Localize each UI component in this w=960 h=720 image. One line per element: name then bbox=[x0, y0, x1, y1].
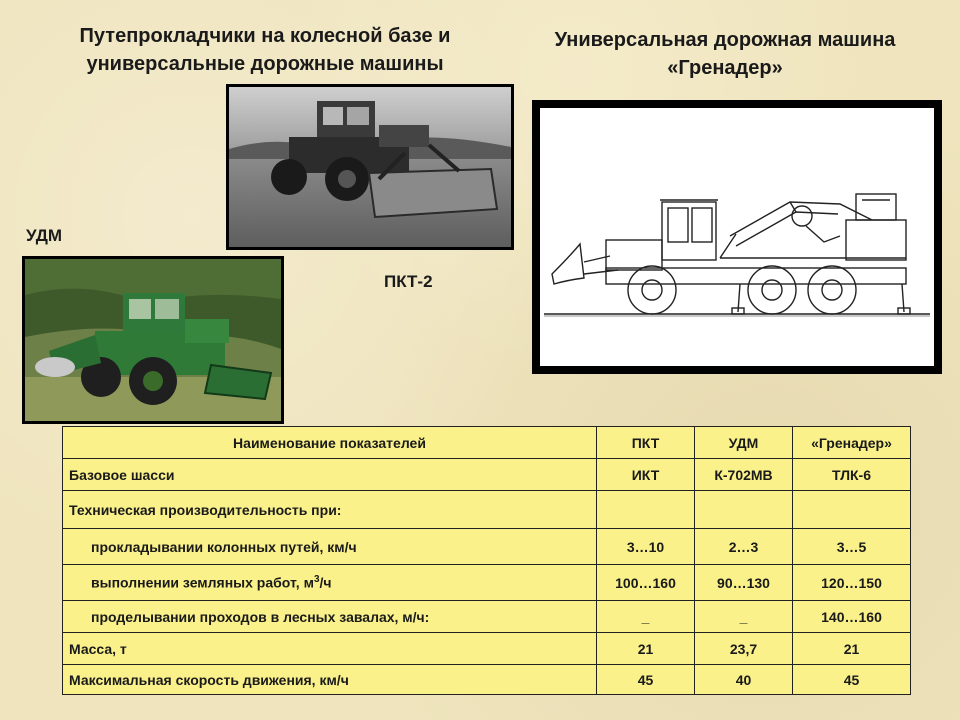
row-name bbox=[63, 565, 597, 601]
row-value-udm: 2…3 bbox=[695, 529, 793, 565]
row-value-grenader: 45 bbox=[793, 665, 911, 695]
row-value-grenader: 120…150 bbox=[793, 565, 911, 601]
table-row bbox=[63, 633, 911, 665]
udm-photo bbox=[22, 256, 284, 424]
slide-title-left: Путепрокладчики на колесной базе и универсальные дорожные машины bbox=[79, 25, 451, 75]
table-row bbox=[63, 491, 911, 529]
row-name-text: выполнении земляных работ, м bbox=[91, 574, 314, 591]
header-udm: УДМ bbox=[695, 427, 793, 459]
udm-photo-illustration bbox=[25, 259, 281, 421]
row-value-pkt: ИКТ bbox=[597, 459, 695, 491]
row-name: Масса, т bbox=[63, 633, 597, 665]
row-value-grenader bbox=[793, 491, 911, 529]
row-value-udm bbox=[695, 491, 793, 529]
table-row bbox=[63, 565, 911, 601]
row-name: Базовое шасси bbox=[63, 459, 597, 491]
row-value-grenader: ТЛК-6 bbox=[793, 459, 911, 491]
row-value-udm: 40 bbox=[695, 665, 793, 695]
header-grenader: «Гренадер» bbox=[793, 427, 911, 459]
udm-label: УДМ bbox=[26, 226, 62, 245]
row-value-pkt: 3…10 bbox=[597, 529, 695, 565]
row-value-grenader: 140…160 bbox=[793, 601, 911, 633]
row-value-pkt bbox=[597, 491, 695, 529]
row-value-udm: _ bbox=[695, 601, 793, 633]
slide-title-right: Универсальная дорожная машина «Гренадер» bbox=[554, 29, 896, 79]
spec-table bbox=[62, 426, 911, 695]
row-value-udm: 23,7 bbox=[695, 633, 793, 665]
grenader-drawing bbox=[532, 100, 942, 374]
row-value-udm: К-702МВ bbox=[695, 459, 793, 491]
table-row bbox=[63, 459, 911, 491]
row-name: Максимальная скорость движения, км/ч bbox=[63, 665, 597, 695]
pkt2-photo bbox=[226, 84, 514, 250]
table-header-row bbox=[63, 427, 911, 459]
row-value-grenader: 21 bbox=[793, 633, 911, 665]
header-pkt: ПКТ bbox=[597, 427, 695, 459]
row-name: Техническая производительность при: bbox=[63, 491, 597, 529]
grenader-line-drawing bbox=[540, 108, 934, 366]
row-value-udm: 90…130 bbox=[695, 565, 793, 601]
row-value-pkt: 45 bbox=[597, 665, 695, 695]
row-value-pkt: 21 bbox=[597, 633, 695, 665]
header-name: Наименование показателей bbox=[63, 427, 597, 459]
row-value-grenader: 3…5 bbox=[793, 529, 911, 565]
row-name-superscript: 3 bbox=[313, 574, 320, 586]
table-row bbox=[63, 601, 911, 633]
pkt2-photo-illustration bbox=[229, 87, 511, 247]
row-value-pkt: 100…160 bbox=[597, 565, 695, 601]
table-row bbox=[63, 665, 911, 695]
row-name-suffix: /ч bbox=[319, 574, 332, 591]
row-name: прокладывании колонных путей, км/ч bbox=[63, 529, 597, 565]
row-value-pkt: _ bbox=[597, 601, 695, 633]
row-name: проделывании проходов в лесных завалах, м/ч: bbox=[63, 601, 597, 633]
pkt2-label: ПКТ-2 bbox=[384, 272, 433, 291]
table-row bbox=[63, 529, 911, 565]
